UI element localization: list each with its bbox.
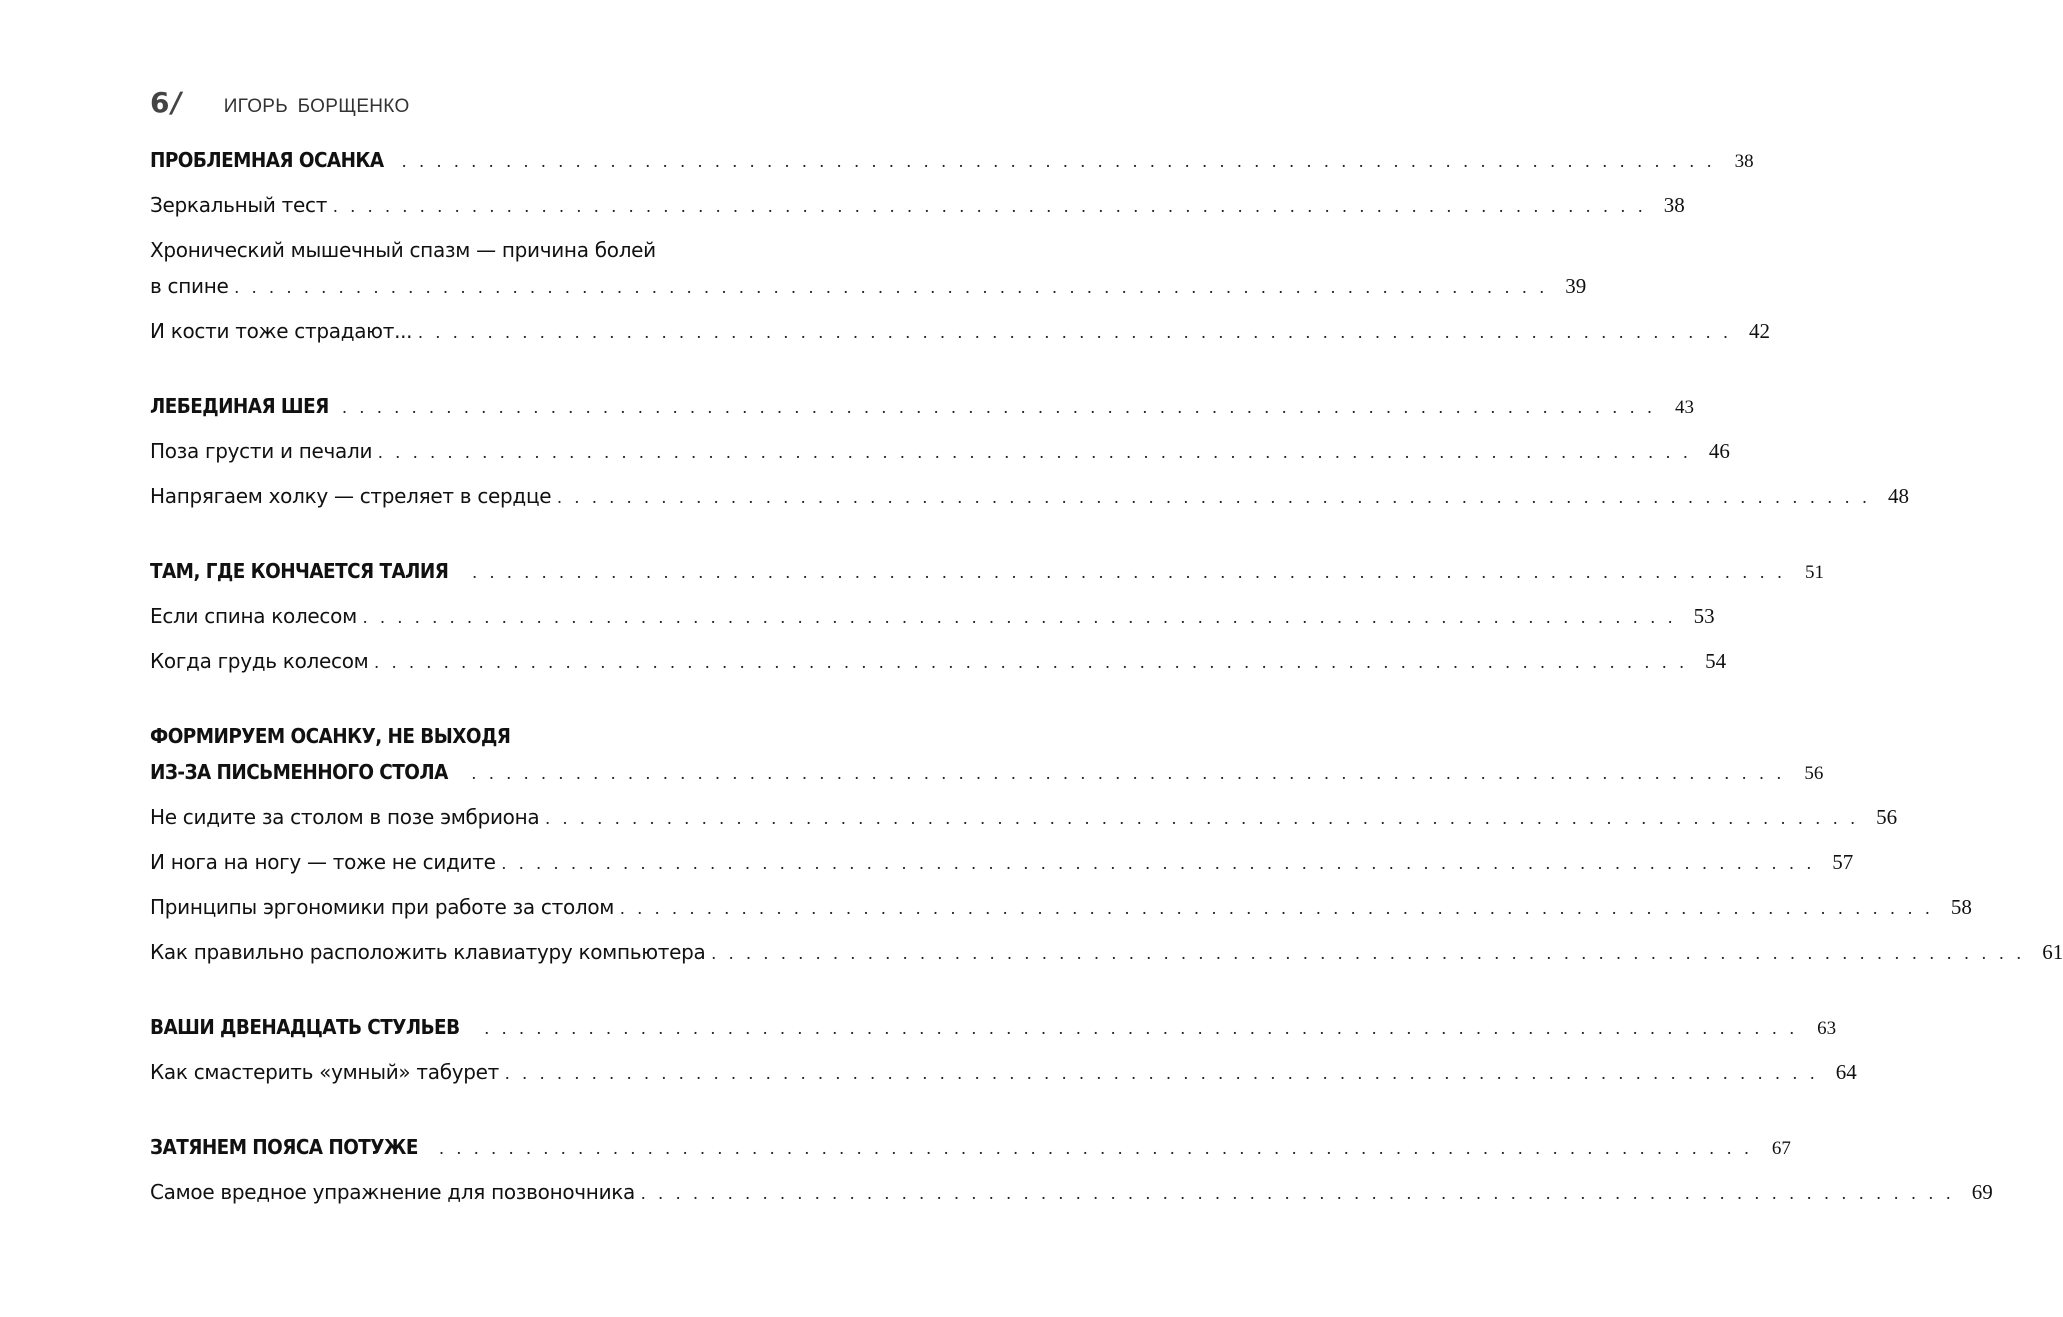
leader-dots: . . . . . . . . . . . . . . . . . . . . . . . . . . . . . . . . . . . . . . . . . . . . . . . . . . . . . . . . . . . . . . . . . . . . . . . . . . . . — [641, 1183, 1955, 1203]
leader-dots: . . . . . . . . . . . . . . . . . . . . . . . . . . . . . . . . . . . . . . . . . . . . . . . . . . . . . . . . . . . . . . . . . . . . . . . . . . . . — [711, 943, 2026, 963]
toc-section-entry[interactable] — [150, 1009, 1837, 1045]
section-gap — [150, 688, 902, 718]
table-of-contents — [150, 142, 2063, 1219]
toc-page-number: 58 — [1950, 895, 1972, 919]
toc-section-entry[interactable] — [150, 1129, 1791, 1165]
toc-subentry-title: Когда грудь колесом — [150, 649, 369, 673]
leader-dots: . . . . . . . . . . . . . . . . . . . . . . . . . . . . . . . . . . . . . . . . . . . . . . . . . . . . . . . . . . . . . . . . . . . . . . . . . . . . — [545, 808, 1860, 828]
toc-page-number: 56 — [1876, 805, 1898, 829]
toc-subentry[interactable] — [150, 799, 1898, 835]
toc-page-number: 39 — [1565, 274, 1587, 298]
toc-section-entry[interactable] — [150, 553, 1825, 589]
toc-subentry-title: Не сидите за столом в позе эмбриона — [150, 805, 540, 829]
toc-page-number: 56 — [1804, 763, 1824, 784]
toc-subentry-title: Если спина колесом — [150, 604, 357, 628]
toc-subentry-title: Как смастерить «умный» табурет — [150, 1060, 500, 1084]
toc-subentry-title: Принципы эргономики при работе за столом — [150, 895, 615, 919]
toc-page-number: 46 — [1708, 439, 1730, 463]
toc-section-entry[interactable] — [150, 718, 1824, 790]
toc-subentry[interactable] — [150, 478, 1909, 514]
page-number: 6 — [150, 86, 170, 119]
toc-subentry[interactable] — [150, 187, 1685, 223]
section-gap — [150, 979, 902, 1009]
toc-subentry[interactable] — [150, 598, 1715, 634]
toc-section-entry[interactable] — [150, 388, 1694, 424]
toc-subentry[interactable] — [150, 934, 2063, 970]
header-slash: / — [168, 86, 185, 119]
section-gap — [150, 523, 902, 553]
toc-subentry[interactable] — [150, 1054, 1857, 1090]
toc-section-title: ТАМ, ГДЕ КОНЧАЕТСЯ ТАЛИЯ — [150, 559, 449, 583]
toc-subentry-title: в спине — [150, 274, 229, 298]
toc-page-number: 43 — [1674, 397, 1694, 418]
toc-page-number: 67 — [1771, 1138, 1791, 1159]
toc-subentry-title: Напрягаем холку — стреляет в сердце — [150, 484, 552, 508]
author-name: ИГОРЬ БОРЩЕНКО — [223, 96, 410, 117]
toc-page-number: 63 — [1817, 1018, 1837, 1039]
toc-page-number: 38 — [1663, 193, 1685, 217]
toc-section-title: ПРОБЛЕМНАЯ ОСАНКА — [150, 148, 384, 172]
toc-subentry-title: Как правильно расположить клавиатуру компьютера — [150, 940, 706, 964]
toc-subentry[interactable] — [150, 643, 1727, 679]
toc-section-entry[interactable] — [150, 142, 1754, 178]
toc-subentry-title: И нога на ногу — тоже не сидите — [150, 850, 496, 874]
toc-subentry[interactable] — [150, 232, 1587, 304]
leader-dots: . . . . . . . . . . . . . . . . . . . . . . . . . . . . . . . . . . . . . . . . . . . . . . . . . . . . . . . . . . . . . . . . . . . . . . . . . . . . — [505, 1063, 1819, 1083]
leader-dots: . . . . . . . . . . . . . . . . . . . . . . . . . . . . . . . . . . . . . . . . . . . . . . . . . . . . . . . . . . . . . . . . . . . . . . . . . . . . — [418, 322, 1732, 342]
leader-dots: . . . . . . . . . . . . . . . . . . . . . . . . . . . . . . . . . . . . . . . . . . . . . . . . . . . . . . . . . . . . . . . . . . . . . . . . . . . . — [472, 562, 1787, 582]
leader-dots: . . . . . . . . . . . . . . . . . . . . . . . . . . . . . . . . . . . . . . . . . . . . . . . . . . . . . . . . . . . . . . . . . . . . . . . . . . . . — [439, 1138, 1753, 1158]
toc-subentry-title: Зеркальный тест — [150, 193, 328, 217]
toc-subentry[interactable] — [150, 313, 1770, 349]
leader-dots: . . . . . . . . . . . . . . . . . . . . . . . . . . . . . . . . . . . . . . . . . . . . . . . . . . . . . . . . . . . . . . . . . . . . . . . . . . . . — [484, 1018, 1799, 1038]
toc-page-number: 54 — [1705, 649, 1727, 673]
toc-section-title: ЛЕБЕДИНАЯ ШЕЯ — [150, 394, 329, 418]
toc-subentry[interactable] — [150, 844, 1854, 880]
leader-dots: . . . . . . . . . . . . . . . . . . . . . . . . . . . . . . . . . . . . . . . . . . . . . . . . . . . . . . . . . . . . . . . . . . . . . . . . . . . . — [620, 898, 1934, 918]
toc-page-number: 64 — [1835, 1060, 1857, 1084]
toc-section-title: ЗАТЯНЕМ ПОЯСА ПОТУЖЕ — [150, 1135, 418, 1159]
section-gap — [150, 358, 902, 388]
section-gap — [150, 1099, 902, 1129]
toc-subentry[interactable] — [150, 889, 1972, 925]
toc-page-number: 42 — [1748, 319, 1770, 343]
leader-dots: . . . . . . . . . . . . . . . . . . . . . . . . . . . . . . . . . . . . . . . . . . . . . . . . . . . . . . . . . . . . . . . . . . . . . . . . . . . . — [501, 853, 1816, 873]
leader-dots: . . . . . . . . . . . . . . . . . . . . . . . . . . . . . . . . . . . . . . . . . . . . . . . . . . . . . . . . . . . . . . . . . . . . . . . . . . . . — [362, 607, 1677, 627]
toc-subentry[interactable] — [150, 433, 1730, 469]
leader-dots: . . . . . . . . . . . . . . . . . . . . . . . . . . . . . . . . . . . . . . . . . . . . . . . . . . . . . . . . . . . . . . . . . . . . . . . . . . . . — [471, 763, 1786, 783]
running-header — [150, 86, 410, 119]
toc-page-number: 48 — [1887, 484, 1909, 508]
toc-page-number: 69 — [1971, 1180, 1993, 1204]
leader-dots: . . . . . . . . . . . . . . . . . . . . . . . . . . . . . . . . . . . . . . . . . . . . . . . . . . . . . . . . . . . . . . . . . . . . . . . . . . . . — [333, 196, 1647, 216]
toc-page-number: 51 — [1805, 562, 1825, 583]
toc-subentry-title: И кости тоже страдают... — [150, 319, 413, 343]
toc-section-title: ВАШИ ДВЕНАДЦАТЬ СТУЛЬЕВ — [150, 1015, 460, 1039]
leader-dots: . . . . . . . . . . . . . . . . . . . . . . . . . . . . . . . . . . . . . . . . . . . . . . . . . . . . . . . . . . . . . . . . . . . . . . . . . . . . — [557, 487, 1871, 507]
leader-dots: . . . . . . . . . . . . . . . . . . . . . . . . . . . . . . . . . . . . . . . . . . . . . . . . . . . . . . . . . . . . . . . . . . . . . . . . . . . . — [401, 151, 1716, 171]
toc-page-number: 57 — [1832, 850, 1854, 874]
leader-dots: . . . . . . . . . . . . . . . . . . . . . . . . . . . . . . . . . . . . . . . . . . . . . . . . . . . . . . . . . . . . . . . . . . . . . . . . . . . . — [374, 652, 1689, 672]
toc-page-number: 38 — [1734, 151, 1754, 172]
toc-subentry-title: Самое вредное упражнение для позвоночника — [150, 1180, 636, 1204]
toc-subentry-title: Поза грусти и печали — [150, 439, 373, 463]
toc-section-title: ИЗ-ЗА ПИСЬМЕННОГО СТОЛА — [150, 760, 448, 784]
leader-dots: . . . . . . . . . . . . . . . . . . . . . . . . . . . . . . . . . . . . . . . . . . . . . . . . . . . . . . . . . . . . . . . . . . . . . . . . . . . . — [234, 277, 1549, 297]
toc-page-number: 53 — [1693, 604, 1715, 628]
toc-subentry[interactable] — [150, 1174, 1993, 1210]
toc-page-number: 61 — [2042, 940, 2063, 964]
leader-dots: . . . . . . . . . . . . . . . . . . . . . . . . . . . . . . . . . . . . . . . . . . . . . . . . . . . . . . . . . . . . . . . . . . . . . . . . . . . . — [342, 397, 1656, 417]
toc-section-title-line1: ФОРМИРУЕМ ОСАНКУ, НЕ ВЫХОДЯ — [150, 724, 511, 748]
leader-dots: . . . . . . . . . . . . . . . . . . . . . . . . . . . . . . . . . . . . . . . . . . . . . . . . . . . . . . . . . . . . . . . . . . . . . . . . . . . . — [378, 442, 1692, 462]
toc-subentry-title-line1: Хронический мышечный спазм — причина болей — [150, 238, 656, 262]
